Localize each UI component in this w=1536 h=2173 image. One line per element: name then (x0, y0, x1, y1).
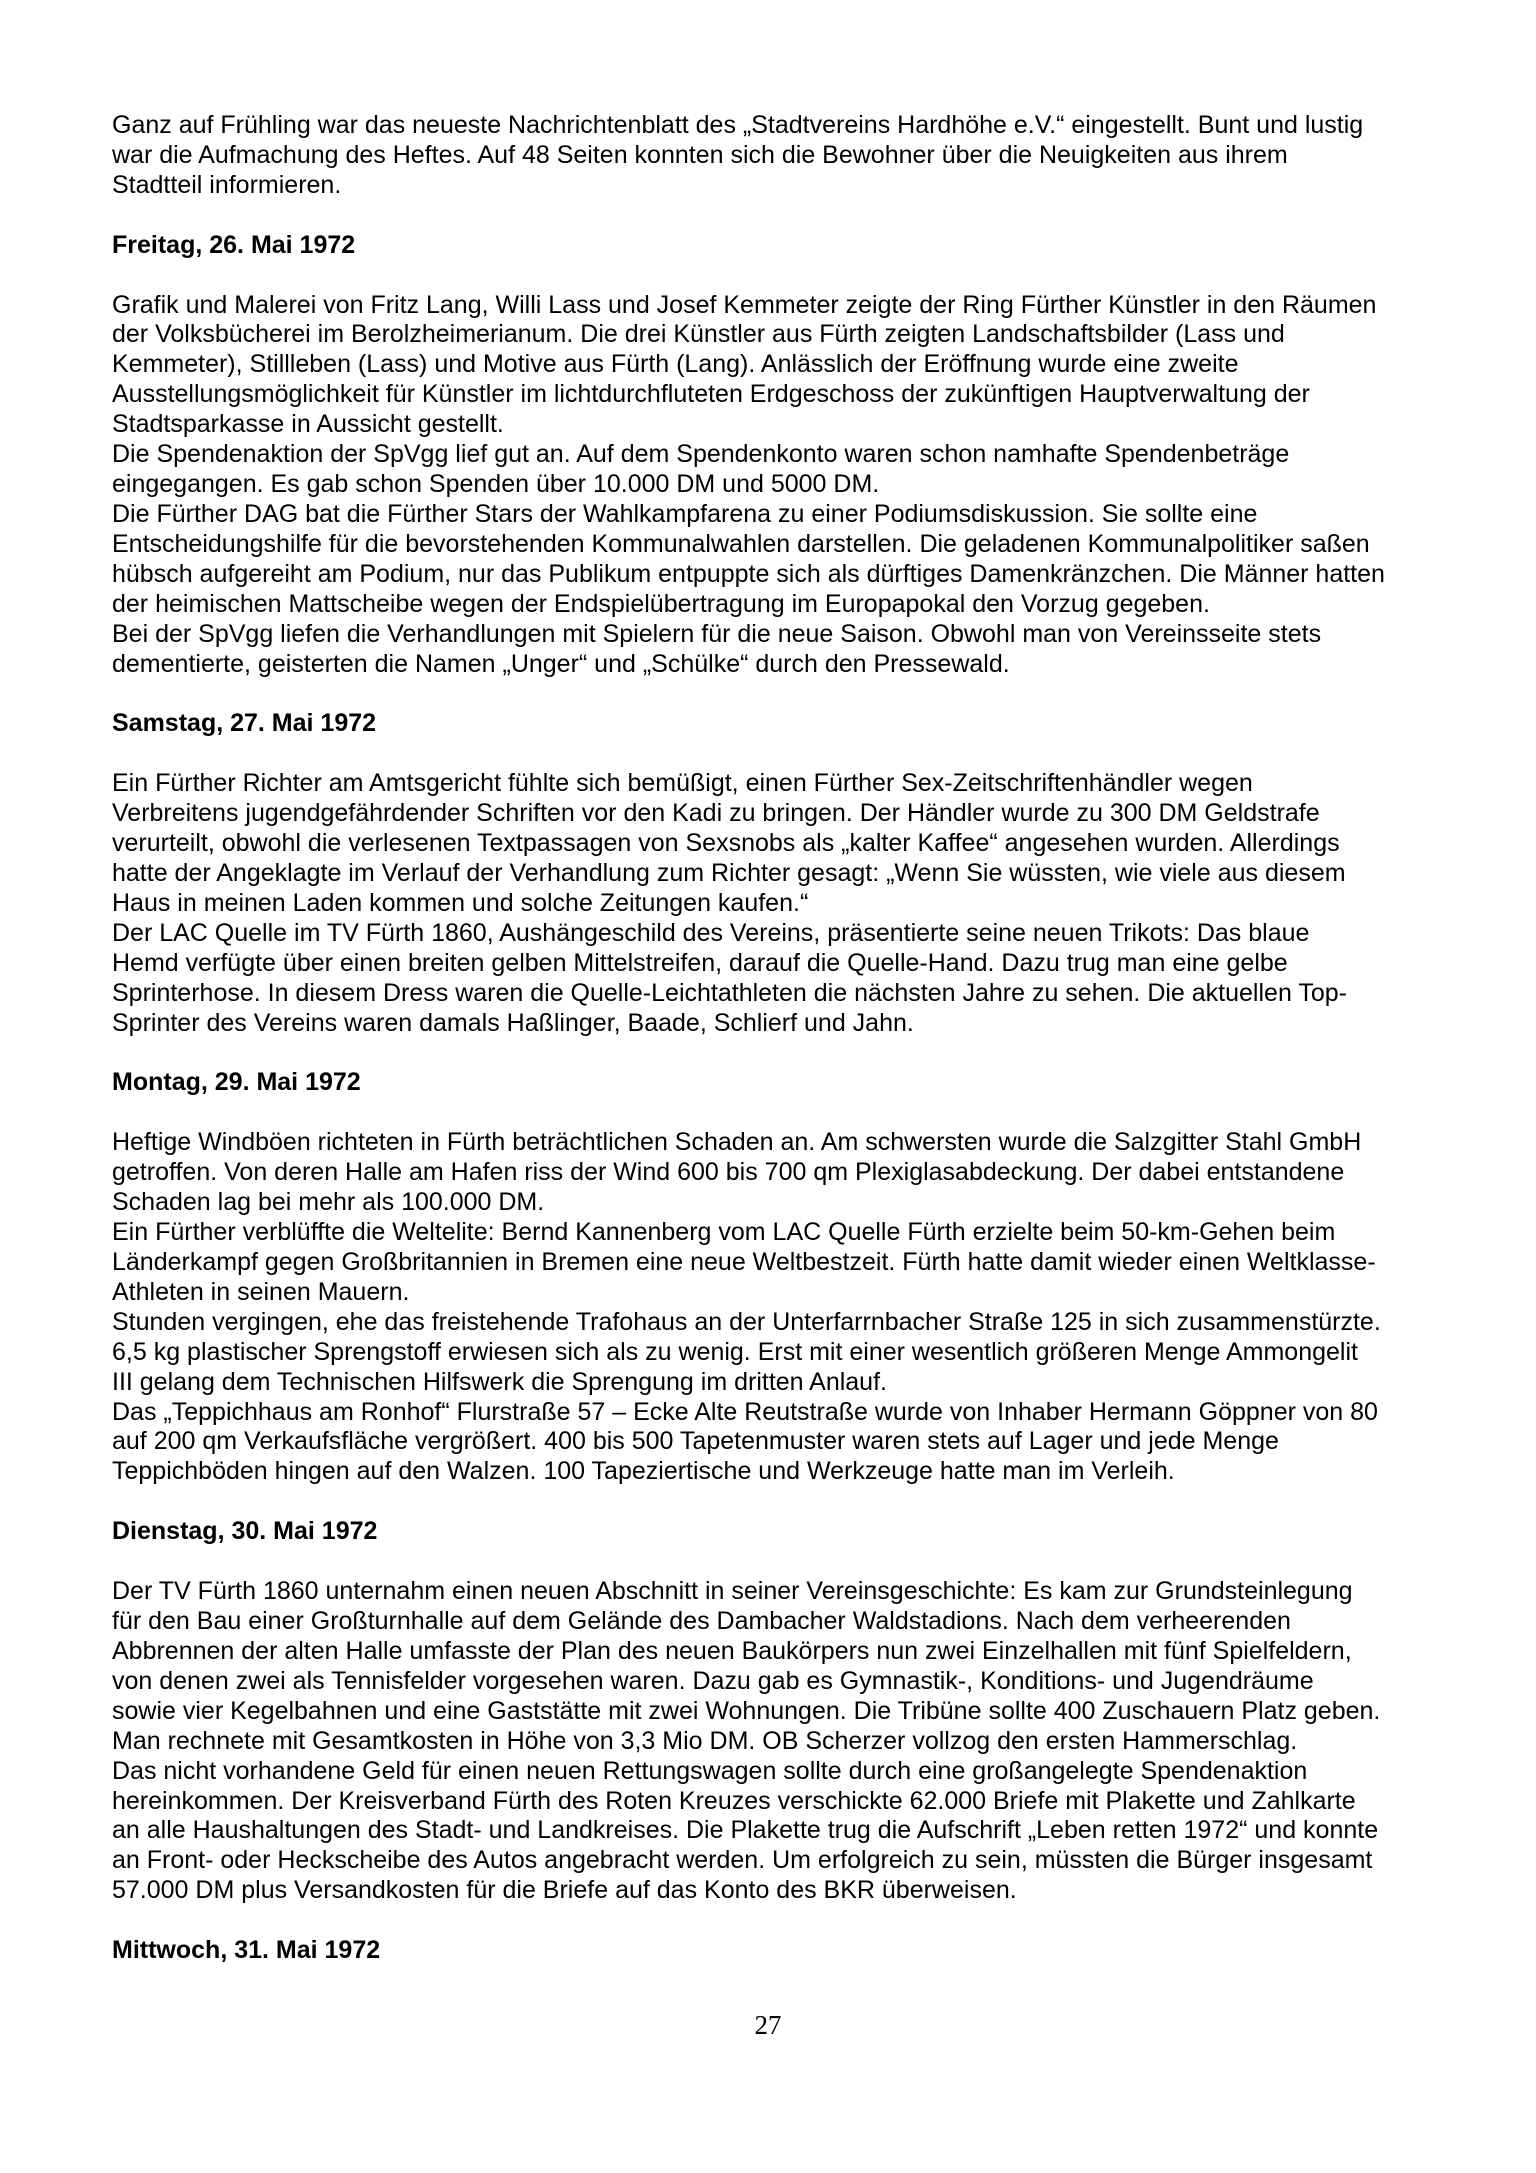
section-heading: Freitag, 26. Mai 1972 (112, 230, 356, 259)
paragraph: Bei der SpVgg liefen die Verhandlungen mit Spielern für die neue Saison. Obwohl man von Vereinsseite stets dementierte, geisterten die Namen „Unger“ und „Schülke“ durch den Pressewald. (112, 619, 1322, 678)
document-page (112, 111, 1442, 1996)
paragraph: Die Spendenaktion der SpVgg lief gut an. Auf dem Spendenkonto waren schon namhafte Spendenbeträge eingegangen. Es gab schon Spenden über 10.000 DM und 5000 DM. (112, 440, 1290, 499)
section-heading: Samstag, 27. Mai 1972 (112, 709, 377, 738)
section-heading: Mittwoch, 31. Mai 1972 (112, 1936, 381, 1965)
page-number: 27 (754, 2010, 782, 2040)
paragraph: Der LAC Quelle im TV Fürth 1860, Aushängeschild des Vereins, präsentierte seine neuen Trikots: Das blaue Hemd verfügte über einen breiten gelben Mittelstreifen, darauf die Quelle-Hand. Dazu trug man eine gelbe Sprinterhose. In diesem Dress waren die Quelle-Leichtathleten die nächsten Jahre zu sehen. Die aktuellen Top- Sprinter des Vereins waren damals Haßlinger, Baade, Schlierf und Jahn. (112, 918, 1347, 1037)
section-heading: Dienstag, 30. Mai 1972 (112, 1517, 378, 1546)
paragraph: Ein Fürther Richter am Amtsgericht fühlte sich bemüßigt, einen Fürther Sex-Zeitschriftenhändler wegen Verbreitens jugendgefährdender Schriften vor den Kadi zu bringen. Der Händler wurde zu 300 DM Geldstrafe verurteilt, obwohl die verlesenen Textpassagen von Sexsnobs als „kalter Kaffee“ angesehen wurden. Allerdings hatte der Angeklagte im Verlauf der Verhandlung zum Richter gesagt: „Wenn Sie wüssten, wie viele aus diesem Haus in meinen Laden kommen und solche Zeitungen kaufen.“ (112, 769, 1346, 917)
paragraph: Grafik und Malerei von Fritz Lang, Willi Lass und Josef Kemmeter zeigte der Ring Fürther Künstler in den Räumen der Volksbücherei im Berolzheimerianum. Die drei Künstler aus Fürth zeigten Landschaftsbilder (Lass und Kemmeter), Stillleben (Lass) und Motive aus Fürth (Lang). Anlässlich der Eröffnung wurde eine zweite Ausstellungsmöglichkeit für Künstler im lichtdurchfluteten Erdgeschoss der zukünftigen Hauptverwaltung der Stadtsparkasse in Aussicht gestellt. (112, 290, 1377, 439)
section-heading: Montag, 29. Mai 1972 (112, 1068, 361, 1097)
paragraph: Die Fürther DAG bat die Fürther Stars der Wahlkampfarena zu einer Podiumsdiskussion. Sie sollte eine Entscheidungshilfe für die bevorstehenden Kommunalwahlen darstellen. Die geladenen Kommunalpolitiker saßen hübsch aufgereiht am Podium, nur das Publikum entpuppte sich als dürftiges Damenkränzchen. Die Männer hatten der heimischen Mattscheibe wegen der Endspielübertragung im Europapokal den Vorzug gegeben. (112, 499, 1385, 618)
paragraph: Der TV Fürth 1860 unternahm einen neuen Abschnitt in seiner Vereinsgeschichte: Es kam zur Grundsteinlegung für den Bau einer Großturnhalle auf dem Gelände des Dambacher Waldstadions. Nach dem verheerenden Abbrennen der alten Halle umfasste der Plan des neuen Baukörpers nun zwei Einzelhallen mit fünf Spielfeldern, von denen zwei als Tennisfelder vorgesehen waren. Dazu gab es Gymnastik-, Konditions- und Jugendräume sowie vier Kegelbahnen und eine Gaststätte mit zwei Wohnungen. Die Tribüne sollte 400 Zuschauern Platz geben. Man rechnete mit Gesamtkosten in Höhe von 3,3 Mio DM. OB Scherzer vollzog den ersten Hammerschlag. (112, 1577, 1381, 1755)
paragraph: Ein Fürther verblüffte die Weltelite: Bernd Kannenberg vom LAC Quelle Fürth erzielte beim 50-km-Gehen beim Länderkampf gegen Großbritannien in Bremen eine neue Weltbestzeit. Fürth hatte damit wieder einen Weltklasse- Athleten in seinen Mauern. (112, 1218, 1376, 1306)
paragraph: Stunden vergingen, ehe das freistehende Trafohaus an der Unterfarrnbacher Straße 125 in sich zusammenstürzte. 6,5 kg plastischer Sprengstoff erwiesen sich als zu wenig. Erst mit einer wesentlich größeren Menge Ammongelit III gelang dem Technischen Hilfswerk die Sprengung im dritten Anlauf. (112, 1307, 1381, 1396)
intro-paragraph: Ganz auf Frühling war das neueste Nachrichtenblatt des „Stadtvereins Hardhöhe e.V.“ eingestellt. Bunt und lustig war die Aufmachung des Heftes. Auf 48 Seiten konnten sich die Bewohner über die Neuigkeiten aus ihrem Stadtteil informieren. (112, 111, 1364, 199)
paragraph: Das nicht vorhandene Geld für einen neuen Rettungswagen sollte durch eine großangelegte Spendenaktion hereinkommen. Der Kreisverband Fürth des Roten Kreuzes verschickte 62.000 Briefe mit Plakette und Zahlkarte an alle Haushaltungen des Stadt- und Landkreises. Die Plakette trug die Aufschrift „Leben retten 1972“ und konnte an Front- oder Heckscheibe des Autos angebracht werden. Um erfolgreich zu sein, müssten die Bürger insgesamt 57.000 DM plus Versandkosten für die Briefe auf das Konto des BKR überweisen. (112, 1756, 1379, 1905)
paragraph: Das „Teppichhaus am Ronhof“ Flurstraße 57 – Ecke Alte Reutstraße wurde von Inhaber Hermann Göppner von 80 auf 200 qm Verkaufsfläche vergrößert. 400 bis 500 Tapetenmuster waren stets auf Lager und jede Menge Teppichböden hingen auf den Walzen. 100 Tapeziertische und Werkzeuge hatte man im Verleih. (112, 1397, 1378, 1486)
paragraph: Heftige Windböen richteten in Fürth beträchtlichen Schaden an. Am schwersten wurde die Salzgitter Stahl GmbH getroffen. Von deren Halle am Hafen riss der Wind 600 bis 700 qm Plexiglasabdeckung. Der dabei entstandene Schaden lag bei mehr als 100.000 DM. (112, 1128, 1362, 1217)
